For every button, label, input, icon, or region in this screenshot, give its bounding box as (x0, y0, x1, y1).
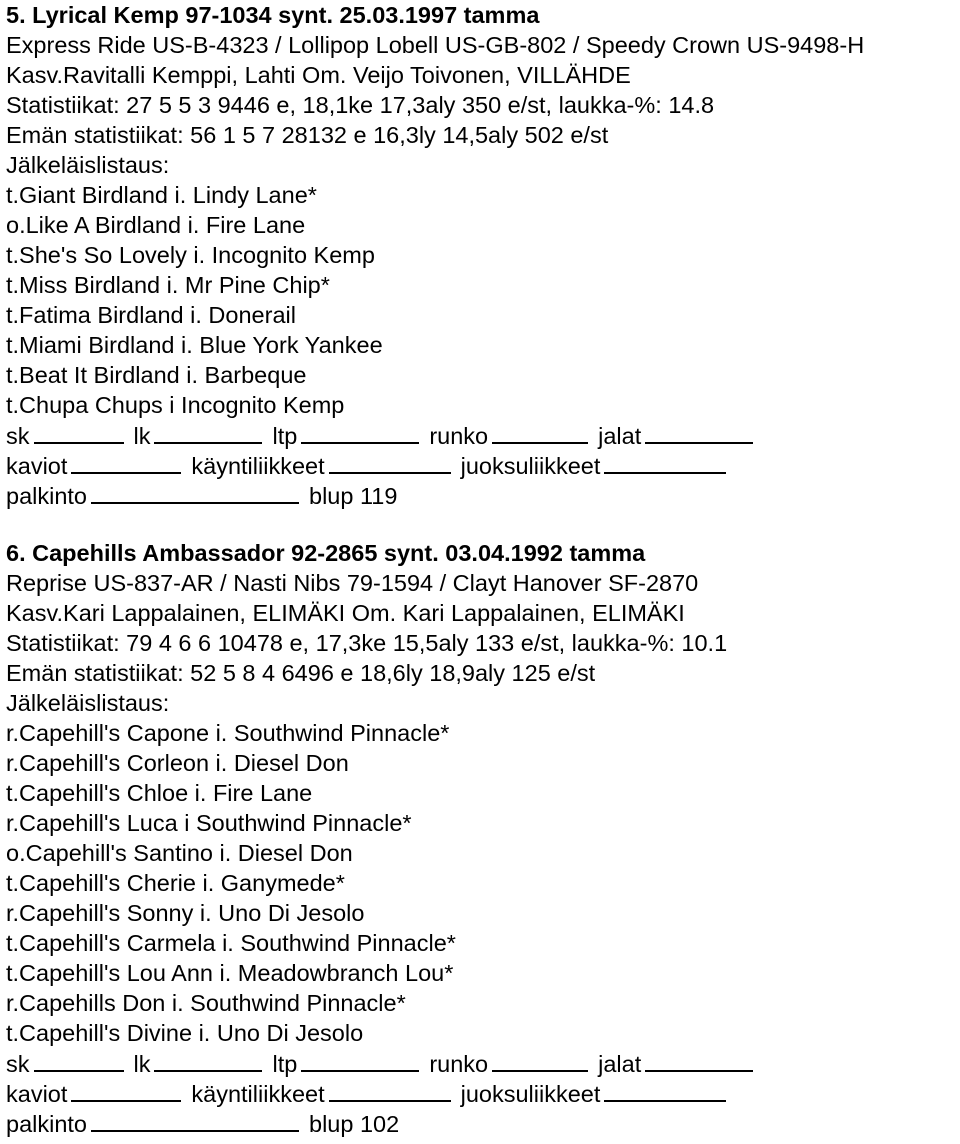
juoksuliikkeet-blank (604, 1078, 726, 1102)
ltp-label: ltp (272, 1051, 298, 1077)
offspring-item: r.Capehill's Sonny i. Uno Di Jesolo (6, 900, 365, 926)
runko-label: runko (429, 423, 489, 449)
evaluation-row-3 (6, 1108, 960, 1138)
offspring-item: t.Miss Birdland i. Mr Pine Chip* (6, 272, 330, 298)
sk-label: sk (6, 423, 30, 449)
kayntiliikkeet-label: käyntiliikkeet (191, 1081, 325, 1107)
blup-value: blup 119 (309, 483, 398, 509)
offspring-item: t.Capehill's Divine i. Uno Di Jesolo (6, 1020, 364, 1046)
ltp-label: ltp (272, 423, 298, 449)
evaluation-row-3 (6, 480, 960, 510)
runko-label: runko (429, 1051, 489, 1077)
offspring-item: r.Capehill's Corleon i. Diesel Don (6, 750, 349, 776)
offspring-item: t.Capehill's Chloe i. Fire Lane (6, 780, 313, 806)
offspring-item: t.Beat It Birdland i. Barbeque (6, 362, 307, 388)
horse-entry (6, 538, 960, 1138)
offspring-item: t.She's So Lovely i. Incognito Kemp (6, 242, 375, 268)
dam-statistics: Emän statistiikat: 56 1 5 7 28132 e 16,3ly 14,5aly 502 e/st (6, 122, 609, 148)
blup-value: blup 102 (309, 1111, 400, 1137)
sk-label: sk (6, 1051, 30, 1077)
juoksuliikkeet-blank (604, 450, 726, 474)
palkinto-label: palkinto (6, 1111, 87, 1137)
pedigree: Express Ride US-B-4323 / Lollipop Lobell US-GB-802 / Speedy Crown US-9498-H (6, 32, 865, 58)
kayntiliikkeet-blank (329, 1078, 451, 1102)
offspring-label: Jälkeläislistaus: (6, 690, 170, 716)
offspring-item: r.Capehills Don i. Southwind Pinnacle* (6, 990, 406, 1016)
entry-title: 6. Capehills Ambassador 92-2865 synt. 03.04.1992 tamma (6, 540, 646, 566)
runko-blank (492, 420, 588, 444)
offspring-item: t.Fatima Birdland i. Donerail (6, 302, 296, 328)
lk-blank (154, 420, 262, 444)
pedigree: Reprise US-837-AR / Nasti Nibs 79-1594 / Clayt Hanover SF-2870 (6, 570, 699, 596)
juoksuliikkeet-label: juoksuliikkeet (460, 1081, 601, 1107)
evaluation-row-1 (6, 1048, 960, 1078)
breeder-owner: Kasv.Ravitalli Kemppi, Lahti Om. Veijo Toivonen, VILLÄHDE (6, 62, 631, 88)
kayntiliikkeet-label: käyntiliikkeet (191, 453, 325, 479)
jalat-blank (645, 420, 753, 444)
dam-statistics: Emän statistiikat: 52 5 8 4 6496 e 18,6ly 18,9aly 125 e/st (6, 660, 596, 686)
statistics: Statistiikat: 27 5 5 3 9446 e, 18,1ke 17,3aly 350 e/st, laukka-%: 14.8 (6, 92, 715, 118)
palkinto-blank (91, 480, 299, 504)
horse-entry (6, 0, 960, 510)
statistics: Statistiikat: 79 4 6 6 10478 e, 17,3ke 15,5aly 133 e/st, laukka-%: 10.1 (6, 630, 728, 656)
offspring-item: t.Capehill's Lou Ann i. Meadowbranch Lou* (6, 960, 454, 986)
sk-blank (34, 1048, 124, 1072)
entry-title: 5. Lyrical Kemp 97-1034 synt. 25.03.1997 tamma (6, 2, 540, 28)
lk-label: lk (133, 423, 151, 449)
lk-blank (154, 1048, 262, 1072)
offspring-item: t.Capehill's Cherie i. Ganymede* (6, 870, 345, 896)
offspring-item: t.Miami Birdland i. Blue York Yankee (6, 332, 383, 358)
evaluation-row-1 (6, 420, 960, 450)
offspring-label: Jälkeläislistaus: (6, 152, 170, 178)
palkinto-label: palkinto (6, 483, 87, 509)
kaviot-blank (71, 450, 181, 474)
offspring-item: r.Capehill's Capone i. Southwind Pinnacle* (6, 720, 450, 746)
kayntiliikkeet-blank (329, 450, 451, 474)
jalat-blank (645, 1048, 753, 1072)
offspring-item: t.Giant Birdland i. Lindy Lane* (6, 182, 317, 208)
sk-blank (34, 420, 124, 444)
offspring-item: t.Capehill's Carmela i. Southwind Pinnacle* (6, 930, 456, 956)
kaviot-label: kaviot (6, 1081, 68, 1107)
offspring-item: o.Like A Birdland i. Fire Lane (6, 212, 306, 238)
palkinto-blank (91, 1108, 299, 1132)
evaluation-row-2 (6, 450, 960, 480)
ltp-blank (301, 420, 419, 444)
jalat-label: jalat (598, 1051, 642, 1077)
jalat-label: jalat (598, 423, 642, 449)
juoksuliikkeet-label: juoksuliikkeet (460, 453, 601, 479)
breeder-owner: Kasv.Kari Lappalainen, ELIMÄKI Om. Kari Lappalainen, ELIMÄKI (6, 600, 685, 626)
runko-blank (492, 1048, 588, 1072)
ltp-blank (301, 1048, 419, 1072)
offspring-item: o.Capehill's Santino i. Diesel Don (6, 840, 353, 866)
lk-label: lk (133, 1051, 151, 1077)
evaluation-row-2 (6, 1078, 960, 1108)
offspring-item: r.Capehill's Luca i Southwind Pinnacle* (6, 810, 412, 836)
kaviot-blank (71, 1078, 181, 1102)
kaviot-label: kaviot (6, 453, 68, 479)
offspring-item: t.Chupa Chups i Incognito Kemp (6, 392, 345, 418)
